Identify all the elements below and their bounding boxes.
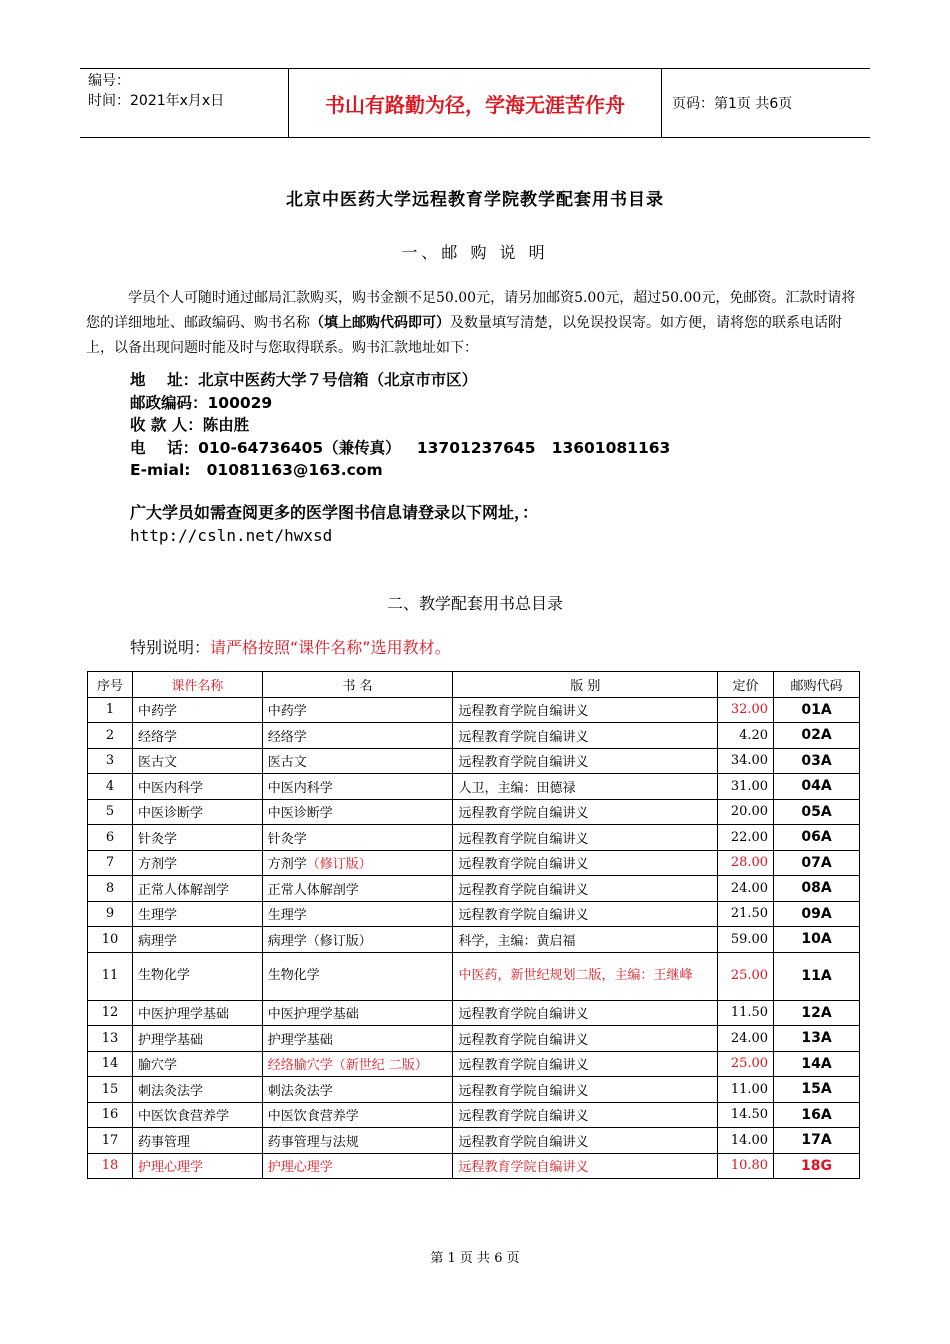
cell-book (262, 1102, 453, 1128)
cell-price: 24.00 (718, 876, 774, 902)
cell-book (262, 774, 453, 800)
table-row (88, 697, 860, 723)
email-line: E-mial: 01081163@163.com (130, 461, 383, 479)
book-edition-note: （修订版） (306, 857, 372, 873)
table-row (88, 901, 860, 927)
cell-course: 护理学基础 (132, 1026, 262, 1052)
cell-price: 22.00 (718, 825, 774, 851)
cell-book (262, 1077, 453, 1103)
book-title: 中医内科学 (267, 780, 333, 796)
note-label: 特别说明： (130, 638, 211, 657)
cell-course: 中医诊断学 (132, 799, 262, 825)
cell-price: 14.00 (718, 1128, 774, 1154)
cell-edition: 远程教育学院自编讲义 (453, 1128, 718, 1154)
cell-no: 14 (88, 1051, 133, 1077)
cell-no: 17 (88, 1128, 133, 1154)
table-row (88, 1026, 860, 1052)
number-label: 编号： (88, 73, 130, 89)
cell-price: 31.00 (718, 774, 774, 800)
cell-code: 18G (774, 1153, 860, 1179)
payee-line: 收 款 人：陈由胜 (130, 416, 250, 434)
cell-book (262, 825, 453, 851)
cell-price: 20.00 (718, 799, 774, 825)
cell-code: 03A (774, 748, 860, 774)
table-row (88, 825, 860, 851)
cell-course: 腧穴学 (132, 1051, 262, 1077)
cell-edition: 远程教育学院自编讲义 (453, 1153, 718, 1179)
cell-book (262, 1026, 453, 1052)
cell-price: 32.00 (718, 697, 774, 723)
cell-course: 中医护理学基础 (132, 1000, 262, 1026)
cell-edition: 远程教育学院自编讲义 (453, 799, 718, 825)
book-title: 经络腧穴学（新世纪 二版） (267, 1058, 428, 1074)
table-row (88, 774, 860, 800)
document-title: 北京中医药大学远程教育学院教学配套用书目录 (286, 190, 664, 210)
cell-no: 7 (88, 850, 133, 876)
phone-line: 电 话：010-64736405（兼传真） 13701237645 13601081163 (130, 438, 671, 457)
special-note (130, 635, 451, 658)
cell-no: 1 (88, 697, 133, 723)
table-row (88, 723, 860, 749)
cell-edition: 远程教育学院自编讲义 (453, 1051, 718, 1077)
book-title: 经络学 (267, 729, 307, 745)
cell-edition: 远程教育学院自编讲义 (453, 748, 718, 774)
cell-course: 正常人体解剖学 (132, 876, 262, 902)
cell-course: 针灸学 (132, 825, 262, 851)
cell-course: 方剂学 (132, 850, 262, 876)
section-1-heading: 一、邮 购 说 明 (401, 243, 549, 262)
book-title: 护理学基础 (267, 1032, 333, 1048)
table-row (88, 927, 860, 953)
cell-course: 医古文 (132, 748, 262, 774)
table-row (88, 850, 860, 876)
table-row (88, 1153, 860, 1179)
cell-price: 25.00 (718, 952, 774, 1000)
section-2-heading: 二、教学配套用书总目录 (386, 594, 563, 613)
book-title: 方剂学 (267, 857, 307, 873)
cell-no: 4 (88, 774, 133, 800)
page-label: 页码：第1页 共6页 (672, 96, 793, 112)
col-course-header: 课件名称 (132, 672, 262, 698)
cell-book (262, 1128, 453, 1154)
page-footer: 第 1 页 共 6 页 (430, 1251, 520, 1266)
table-row (88, 1077, 860, 1103)
cell-code: 05A (774, 799, 860, 825)
table-row (88, 876, 860, 902)
cell-edition: 科学，主编：黄启福 (453, 927, 718, 953)
instructions-bold: （填上邮购代码即可） (310, 315, 450, 331)
zip-line: 邮政编码：100029 (130, 393, 273, 412)
cell-no: 12 (88, 1000, 133, 1026)
cell-code: 11A (774, 952, 860, 1000)
instructions-part1: 学员个人可随时通过邮局汇款购买，购书金额不足50.00元，请另加邮资5.00元，超过50.00元，免邮资。汇款时请将您的详细地址、邮政编码、购书名称 (86, 290, 856, 331)
cell-book (262, 1051, 453, 1077)
cell-book (262, 799, 453, 825)
cell-code: 13A (774, 1026, 860, 1052)
book-title: 中医诊断学 (267, 806, 333, 822)
cell-price: 28.00 (718, 850, 774, 876)
instructions-part2: 及数量填写清楚，以免误投误寄。如方便，请将您的联系电话附上，以备出现问题时能及时与您取得联系。购书汇款地址如下： (86, 315, 842, 356)
cell-code: 02A (774, 723, 860, 749)
book-title: 药事管理与法规 (267, 1134, 359, 1150)
cell-edition: 远程教育学院自编讲义 (453, 1077, 718, 1103)
cell-code: 10A (774, 927, 860, 953)
table-row (88, 748, 860, 774)
cell-no: 8 (88, 876, 133, 902)
more-info (130, 501, 538, 547)
cell-price: 25.00 (718, 1051, 774, 1077)
col-book-header: 书 名 (262, 672, 453, 698)
cell-code: 17A (774, 1128, 860, 1154)
cell-edition: 远程教育学院自编讲义 (453, 697, 718, 723)
cell-course: 药事管理 (132, 1128, 262, 1154)
cell-edition: 中医药，新世纪规划二版，主编：王继峰 (453, 952, 718, 1000)
cell-book (262, 1153, 453, 1179)
cell-course: 护理心理学 (132, 1153, 262, 1179)
cell-edition: 远程教育学院自编讲义 (453, 723, 718, 749)
page-header (80, 68, 870, 138)
book-title: 生理学 (267, 908, 307, 924)
cell-code: 08A (774, 876, 860, 902)
col-edition-header: 版 别 (453, 672, 718, 698)
cell-price: 4.20 (718, 723, 774, 749)
cell-no: 11 (88, 952, 133, 1000)
col-code-header: 邮购代码 (774, 672, 860, 698)
cell-price: 21.50 (718, 901, 774, 927)
cell-course: 中医内科学 (132, 774, 262, 800)
cell-price: 14.50 (718, 1102, 774, 1128)
website-link[interactable]: http://csln.net/hwxsd (130, 526, 333, 545)
cell-code: 04A (774, 774, 860, 800)
cell-course: 病理学 (132, 927, 262, 953)
table-row (88, 1128, 860, 1154)
cell-book (262, 901, 453, 927)
cell-price: 59.00 (718, 927, 774, 953)
motto: 书山有路勤为径，学海无涯苦作舟 (289, 69, 662, 137)
cell-price: 11.50 (718, 1000, 774, 1026)
cell-no: 3 (88, 748, 133, 774)
book-title: 生物化学 (267, 968, 320, 983)
cell-course: 中药学 (132, 697, 262, 723)
col-price-header: 定价 (718, 672, 774, 698)
cell-price: 24.00 (718, 1026, 774, 1052)
cell-edition: 远程教育学院自编讲义 (453, 901, 718, 927)
cell-book (262, 876, 453, 902)
cell-code: 15A (774, 1077, 860, 1103)
cell-no: 16 (88, 1102, 133, 1128)
book-title: 病理学（修订版） (267, 933, 372, 949)
cell-no: 5 (88, 799, 133, 825)
cell-course: 经络学 (132, 723, 262, 749)
book-title: 中医护理学基础 (267, 1007, 359, 1023)
address-block (130, 369, 670, 482)
ordering-instructions (86, 286, 866, 361)
cell-no: 9 (88, 901, 133, 927)
table-row (88, 1102, 860, 1128)
cell-price: 10.80 (718, 1153, 774, 1179)
cell-book (262, 748, 453, 774)
cell-course: 生理学 (132, 901, 262, 927)
cell-book (262, 1000, 453, 1026)
cell-code: 16A (774, 1102, 860, 1128)
cell-edition: 远程教育学院自编讲义 (453, 1026, 718, 1052)
cell-edition: 远程教育学院自编讲义 (453, 850, 718, 876)
note-text: 请严格按照“课件名称”选用教材。 (210, 638, 451, 657)
cell-edition: 远程教育学院自编讲义 (453, 1000, 718, 1026)
cell-course: 中医饮食营养学 (132, 1102, 262, 1128)
cell-code: 07A (774, 850, 860, 876)
cell-course: 生物化学 (132, 952, 262, 1000)
cell-book (262, 697, 453, 723)
book-title: 中医饮食营养学 (267, 1109, 359, 1125)
book-title: 护理心理学 (267, 1160, 333, 1176)
table-row (88, 1051, 860, 1077)
cell-book (262, 723, 453, 749)
table-header-row (88, 672, 860, 698)
cell-no: 10 (88, 927, 133, 953)
more-info-text: 广大学员如需查阅更多的医学图书信息请登录以下网址，： (130, 503, 539, 522)
cell-no: 6 (88, 825, 133, 851)
col-no-header: 序号 (88, 672, 133, 698)
cell-course: 刺法灸法学 (132, 1077, 262, 1103)
book-title: 正常人体解剖学 (267, 882, 359, 898)
table-row (88, 799, 860, 825)
header-meta (80, 69, 289, 137)
book-catalog-table (87, 671, 860, 1179)
cell-price: 34.00 (718, 748, 774, 774)
cell-book (262, 850, 453, 876)
book-title: 针灸学 (267, 831, 307, 847)
time-label: 时间：2021年x月x日 (88, 93, 225, 109)
cell-edition: 人卫，主编：田德禄 (453, 774, 718, 800)
book-title: 刺法灸法学 (267, 1083, 333, 1099)
cell-code: 14A (774, 1051, 860, 1077)
cell-no: 15 (88, 1077, 133, 1103)
cell-no: 13 (88, 1026, 133, 1052)
cell-no: 2 (88, 723, 133, 749)
cell-book (262, 927, 453, 953)
cell-code: 12A (774, 1000, 860, 1026)
cell-edition: 远程教育学院自编讲义 (453, 1102, 718, 1128)
cell-book (262, 952, 453, 1000)
cell-code: 06A (774, 825, 860, 851)
cell-code: 01A (774, 697, 860, 723)
cell-edition: 远程教育学院自编讲义 (453, 825, 718, 851)
cell-edition: 远程教育学院自编讲义 (453, 876, 718, 902)
cell-no: 18 (88, 1153, 133, 1179)
address-line: 地 址：北京中医药大学７号信箱（北京市市区） (130, 371, 478, 389)
cell-price: 11.00 (718, 1077, 774, 1103)
cell-code: 09A (774, 901, 860, 927)
book-title: 中药学 (267, 704, 307, 720)
table-row (88, 1000, 860, 1026)
book-title: 医古文 (267, 755, 307, 771)
table-row (88, 952, 860, 1000)
